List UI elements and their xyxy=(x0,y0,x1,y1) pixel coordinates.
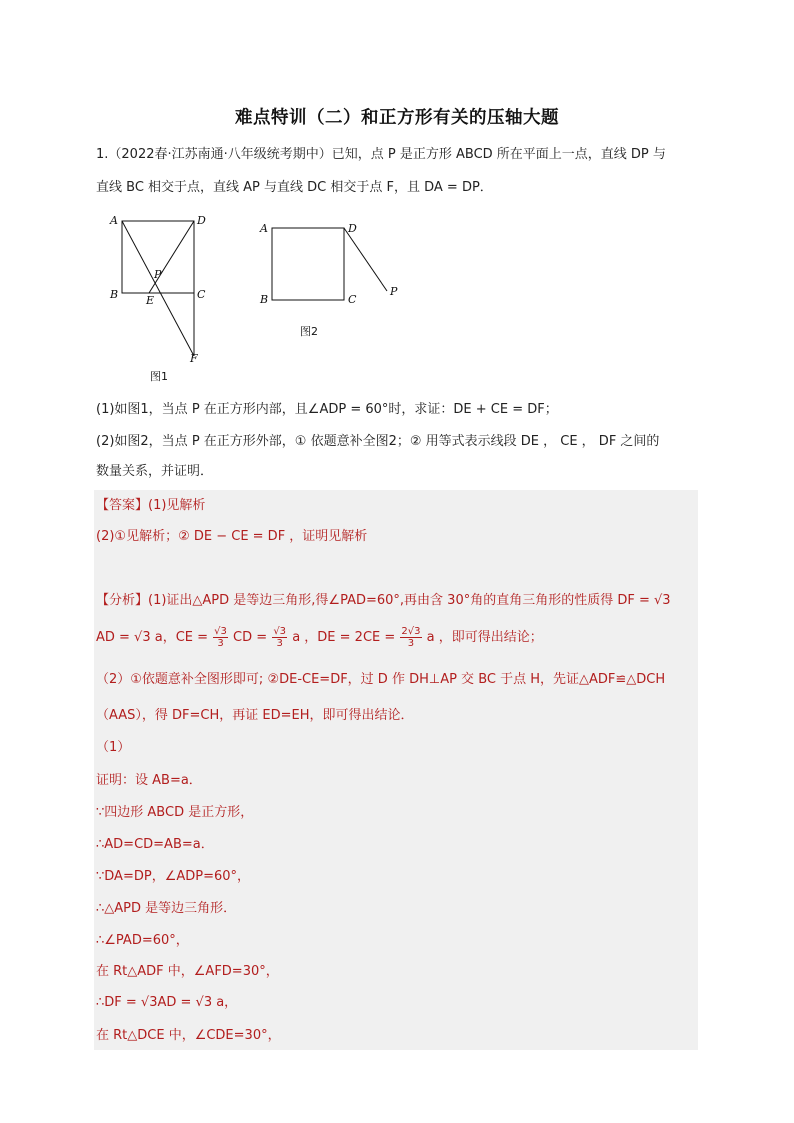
fraction-2-numerator: √3 xyxy=(273,626,287,637)
label-c: C xyxy=(348,293,357,306)
fraction-2-denominator: 3 xyxy=(276,638,283,649)
figure-1-caption: 图1 xyxy=(150,370,168,383)
label-a: A xyxy=(110,214,118,227)
figure-2-caption: 图2 xyxy=(300,325,318,338)
question-line-2: 直线 BC 相交于点，直线 AP 与直线 DC 相交于点 F，且 DA = DP． xyxy=(96,180,493,195)
label-d: D xyxy=(197,214,206,227)
label-b: B xyxy=(260,293,269,306)
question-part-2b: 数量关系，并证明． xyxy=(96,464,214,479)
fraction-1 xyxy=(213,626,228,649)
page-title: 难点特训（二）和正方形有关的压轴大题 xyxy=(235,108,559,128)
analysis-text-c: a ，DE = 2CE = xyxy=(292,630,396,645)
line-af xyxy=(122,221,194,356)
analysis-line-4: （AAS），得 DF=CH，再证 ED=EH，即可得出结论． xyxy=(96,708,414,723)
line-dp xyxy=(344,228,387,291)
fraction-1-denominator: 3 xyxy=(217,638,224,649)
analysis-text-a: AD = √3 a，CE = xyxy=(96,630,209,645)
square-abcd-fig1 xyxy=(122,221,194,293)
analysis-line-10: ∴△APD 是等边三角形． xyxy=(96,901,237,916)
label-c: C xyxy=(197,288,206,301)
analysis-line-6: 证明：设 AB=a． xyxy=(96,773,202,788)
analysis-line-13: ∴DF = √3AD = √3 a， xyxy=(96,995,238,1010)
analysis-line-1: 【分析】(1)证出△APD 是等边三角形,得∠PAD=60°,再由含 30°角的直角三角形的性质得 DF = √3 xyxy=(96,593,671,608)
question-part-1: (1)如图1，当点 P 在正方形内部，且∠ADP = 60°时，求证：DE + CE = DF； xyxy=(96,402,558,417)
label-a: A xyxy=(260,222,268,235)
question-line-1: 1.（2022春·江苏南通·八年级统考期中）已知，点 P 是正方形 ABCD 所在平面上一点，直线 DP 与 xyxy=(96,147,666,162)
figure-2 xyxy=(256,215,406,345)
fraction-2 xyxy=(272,626,287,649)
label-p: P xyxy=(390,285,398,298)
analysis-text-b: CD = xyxy=(233,630,268,645)
label-b: B xyxy=(110,288,119,301)
fraction-3 xyxy=(400,626,421,649)
fraction-1-numerator: √3 xyxy=(214,626,227,637)
fraction-3-numerator: 2√3 xyxy=(401,626,421,637)
label-p: P xyxy=(154,268,162,281)
analysis-line-7: ∵四边形 ABCD 是正方形， xyxy=(96,805,254,820)
analysis-line-3: （2）①依题意补全图形即可; ②DE-CE=DF，过 D 作 DH⊥AP 交 BC 于点 H，先证△ADF≌△DCH xyxy=(96,672,666,687)
square-abcd-fig2 xyxy=(272,228,344,300)
analysis-line-14: 在 Rt△DCE 中，∠CDE=30°， xyxy=(96,1028,281,1043)
label-f: F xyxy=(190,352,198,365)
analysis-line-11: ∴∠PAD=60°， xyxy=(96,933,189,948)
analysis-line-2 xyxy=(96,626,543,649)
fraction-3-denominator: 3 xyxy=(407,638,415,649)
figure-1 xyxy=(104,210,224,385)
analysis-line-9: ∵DA=DP，∠ADP=60°， xyxy=(96,869,251,884)
analysis-line-12: 在 Rt△ADF 中，∠AFD=30°， xyxy=(96,964,279,979)
line-de xyxy=(149,221,194,293)
analysis-line-8: ∴AD=CD=AB=a． xyxy=(96,837,214,852)
analysis-line-5: （1） xyxy=(96,740,131,755)
analysis-text-d: a ，即可得出结论； xyxy=(426,630,543,645)
answer-line-1: 【答案】(1)见解析 xyxy=(96,498,206,513)
label-d: D xyxy=(348,222,357,235)
answer-line-2: (2)①见解析；② DE − CE = DF ，证明见解析 xyxy=(96,529,368,544)
label-e: E xyxy=(146,294,155,307)
question-part-2a: (2)如图2，当点 P 在正方形外部，① 依题意补全图2；② 用等式表示线段 DE ， CE ， DF 之间的 xyxy=(96,434,660,449)
